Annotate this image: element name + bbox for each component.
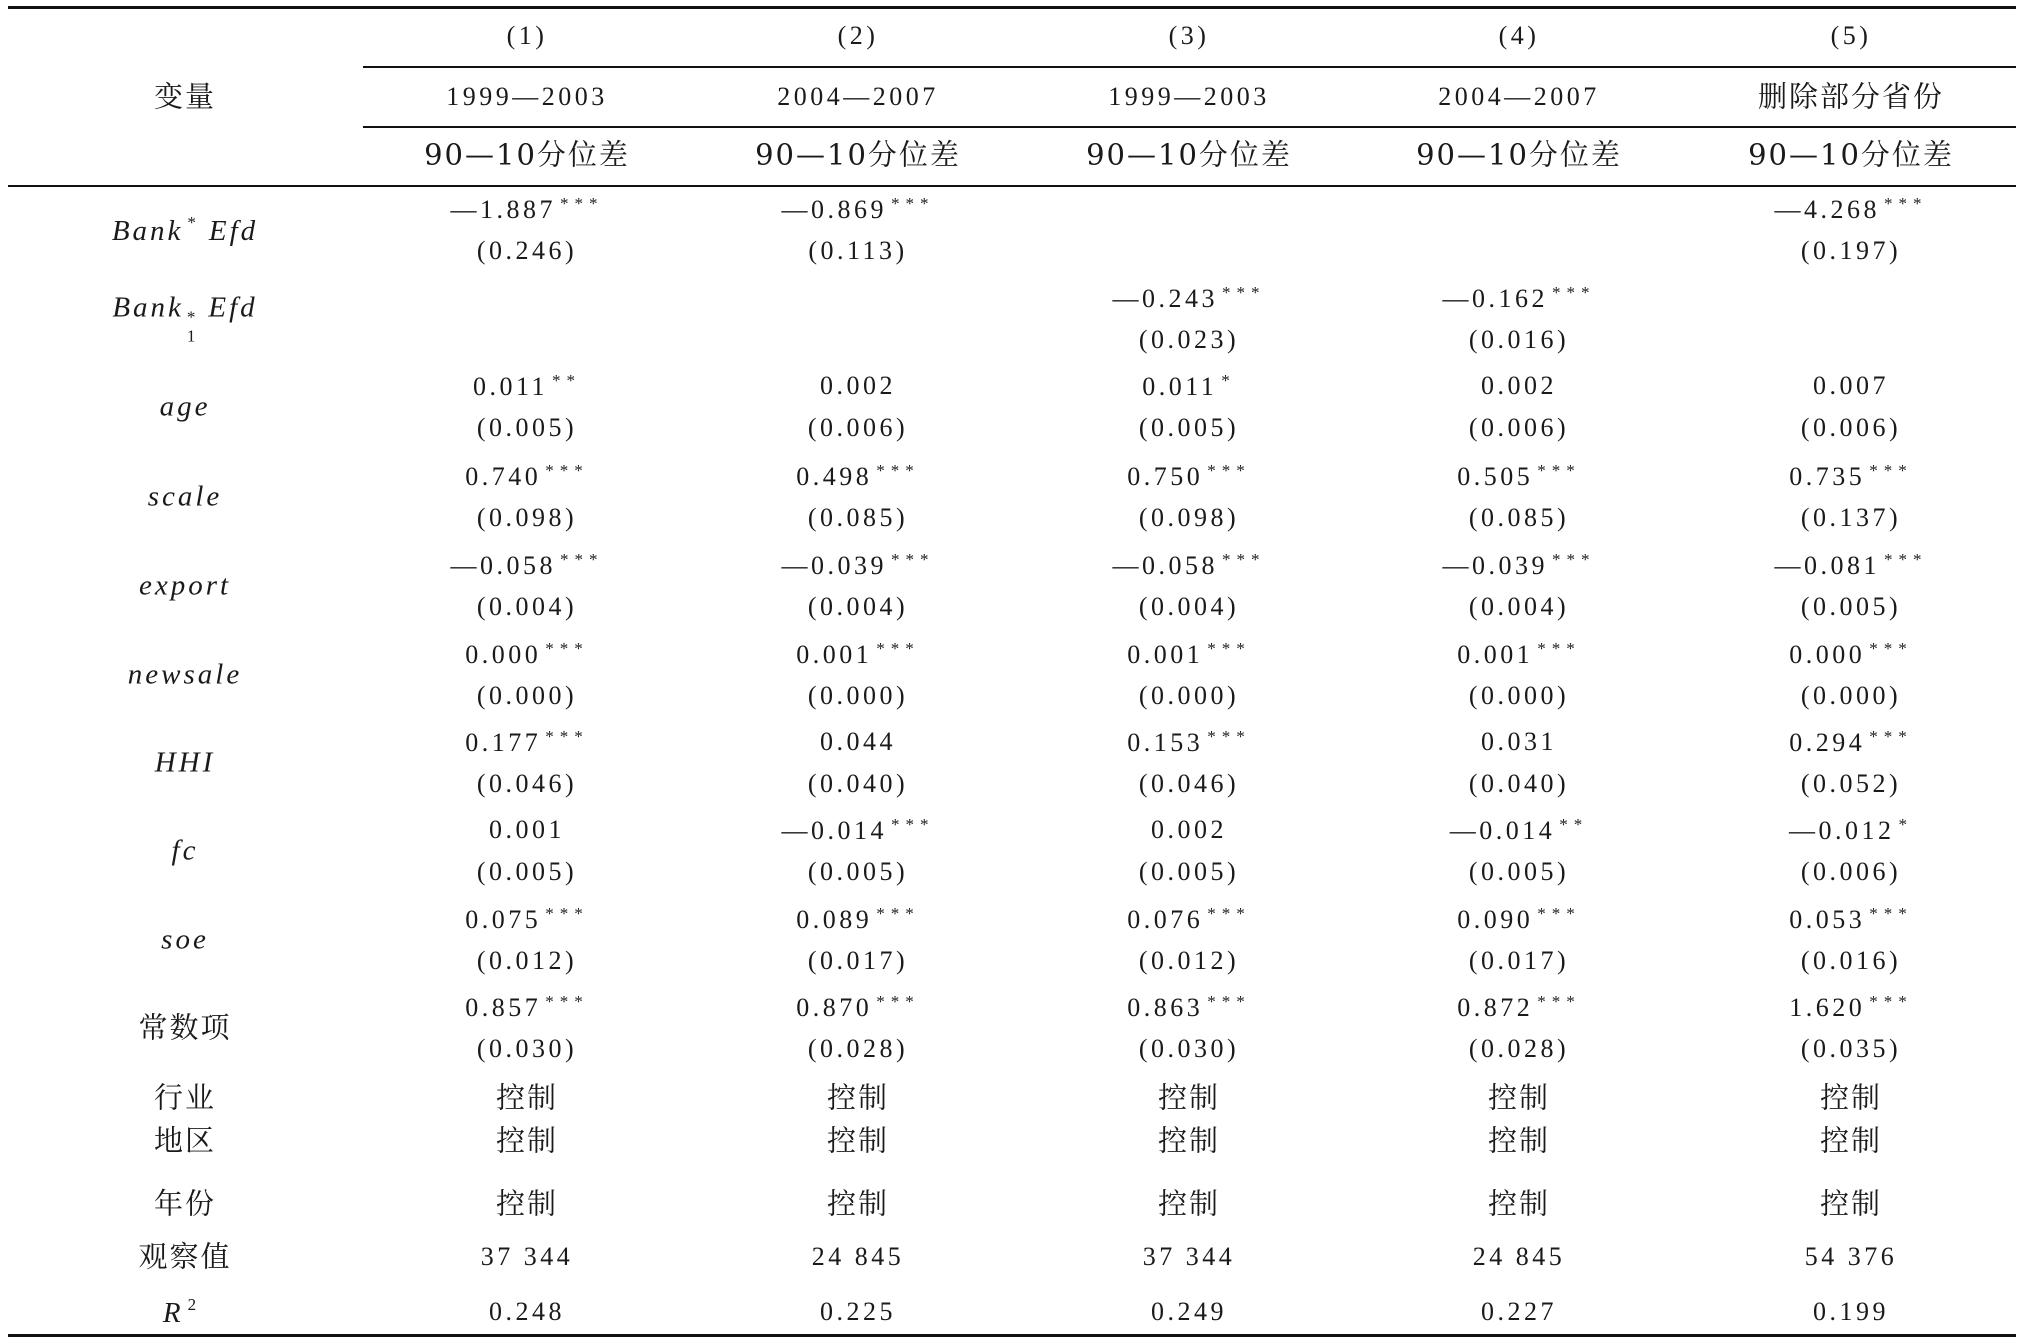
coefficient-value: 0.076 bbox=[1127, 905, 1204, 934]
control-cell: 控制 bbox=[1819, 1186, 1883, 1221]
coefficient-cell bbox=[1789, 728, 1913, 756]
significance-stars: *** bbox=[1537, 992, 1581, 1011]
coefficient-value: 0.090 bbox=[1457, 905, 1534, 934]
coefficient-cell bbox=[1789, 462, 1913, 490]
significance-stars: *** bbox=[1222, 550, 1266, 569]
coefficient-cell bbox=[465, 728, 589, 756]
coefficient-value: 0.011 bbox=[1142, 372, 1218, 401]
coefficient-value: 0.870 bbox=[796, 993, 873, 1022]
coefficient-cell bbox=[465, 462, 589, 490]
variable-name bbox=[127, 658, 243, 691]
control-cell: 控制 bbox=[826, 1123, 890, 1158]
control-cell: 控制 bbox=[826, 1080, 890, 1115]
coefficient-value: 1.620 bbox=[1789, 993, 1866, 1022]
std-error-cell: (0.000) bbox=[476, 681, 578, 710]
variable-name bbox=[161, 923, 209, 956]
coefficient-value: —4.268 bbox=[1774, 195, 1880, 224]
variable-indices bbox=[187, 309, 199, 345]
coefficient-value: —0.058 bbox=[1112, 551, 1218, 580]
column-header-num: (5) bbox=[1830, 21, 1872, 50]
coefficient-cell bbox=[489, 817, 565, 843]
header-rule-2 bbox=[363, 126, 2016, 128]
control-cell: 控制 bbox=[1819, 1123, 1883, 1158]
coefficient-cell bbox=[820, 729, 896, 755]
coefficient-cell bbox=[1151, 817, 1227, 843]
significance-stars: *** bbox=[891, 194, 935, 213]
stat-cell: 24 845 bbox=[811, 1242, 905, 1271]
coefficient-cell bbox=[451, 195, 604, 223]
significance-stars: *** bbox=[1222, 283, 1266, 302]
significance-stars: *** bbox=[1869, 461, 1913, 480]
coefficient-cell bbox=[473, 372, 581, 400]
significance-stars: *** bbox=[891, 815, 935, 834]
significance-stars: *** bbox=[1207, 639, 1251, 658]
variable-name bbox=[112, 291, 258, 346]
column-header-num: (2) bbox=[837, 21, 879, 50]
coefficient-value: 0.294 bbox=[1789, 728, 1866, 757]
std-error-cell: (0.005) bbox=[807, 857, 909, 886]
std-error-cell: (0.040) bbox=[1468, 769, 1570, 798]
coefficient-value: 0.177 bbox=[465, 728, 542, 757]
significance-stars: *** bbox=[1552, 283, 1596, 302]
variable-name bbox=[159, 390, 211, 423]
variable-base: HHI bbox=[154, 746, 216, 779]
std-error-cell: (0.035) bbox=[1800, 1034, 1902, 1063]
variable-base: Bank bbox=[112, 291, 184, 324]
coefficient-value: —0.869 bbox=[781, 195, 887, 224]
std-error-cell: (0.006) bbox=[1800, 413, 1902, 442]
control-cell: 控制 bbox=[495, 1186, 559, 1221]
significance-stars: ** bbox=[552, 371, 582, 390]
coefficient-cell bbox=[451, 551, 604, 579]
coefficient-value: —0.162 bbox=[1442, 284, 1548, 313]
std-error-cell: (0.017) bbox=[1468, 946, 1570, 975]
significance-stars: *** bbox=[1884, 194, 1928, 213]
coefficient-value: 0.002 bbox=[1151, 815, 1227, 844]
std-error-cell: (0.098) bbox=[1138, 503, 1240, 532]
control-label: 年份 bbox=[153, 1186, 217, 1221]
significance-stars: *** bbox=[1869, 639, 1913, 658]
coefficient-cell bbox=[1113, 551, 1266, 579]
significance-stars: *** bbox=[545, 727, 589, 746]
column-header-period: 1999—2003 bbox=[1108, 82, 1270, 111]
variable-suffix: Efd bbox=[208, 215, 259, 247]
stat-cell: 24 845 bbox=[1472, 1242, 1566, 1271]
std-error-cell: (0.028) bbox=[1468, 1034, 1570, 1063]
coefficient-value: 0.002 bbox=[820, 371, 896, 400]
significance-stars: *** bbox=[545, 904, 589, 923]
significance-stars: ** bbox=[1559, 815, 1589, 834]
stat-cell: 0.199 bbox=[1813, 1297, 1889, 1326]
control-cell: 控制 bbox=[1487, 1186, 1551, 1221]
stat-cell: 37 344 bbox=[1142, 1242, 1236, 1271]
coefficient-value: 0.750 bbox=[1127, 462, 1204, 491]
std-error-cell: (0.085) bbox=[1468, 503, 1570, 532]
variable-subscript: 1 bbox=[186, 326, 199, 346]
coefficient-cell bbox=[796, 905, 920, 933]
coefficient-cell bbox=[1142, 372, 1236, 400]
coefficient-value: 0.000 bbox=[1789, 640, 1866, 669]
control-cell: 控制 bbox=[1157, 1186, 1221, 1221]
std-error-cell: (0.040) bbox=[807, 769, 909, 798]
std-error-cell: (0.006) bbox=[807, 413, 909, 442]
std-error-cell: (0.006) bbox=[1468, 413, 1570, 442]
stat-cell: 0.249 bbox=[1151, 1297, 1227, 1326]
coefficient-cell bbox=[1775, 551, 1928, 579]
variable-superscript: * bbox=[187, 213, 199, 232]
variable-base: export bbox=[138, 569, 232, 602]
coefficient-cell bbox=[796, 993, 920, 1021]
significance-stars: *** bbox=[1207, 727, 1251, 746]
coefficient-value: 0.075 bbox=[465, 905, 542, 934]
variable-base: 常数项 bbox=[138, 1010, 232, 1045]
std-error-cell: (0.000) bbox=[1468, 681, 1570, 710]
coefficient-cell bbox=[1789, 905, 1913, 933]
column-header-period: 删除部分省份 bbox=[1757, 79, 1945, 114]
std-error-cell: (0.004) bbox=[1468, 592, 1570, 621]
coefficient-cell bbox=[1775, 195, 1928, 223]
column-header-measure: 90—10分位差 bbox=[1086, 137, 1292, 172]
coefficient-cell bbox=[1481, 729, 1557, 755]
stat-cell: 0.225 bbox=[820, 1297, 896, 1326]
significance-stars: *** bbox=[1207, 461, 1251, 480]
coefficient-cell bbox=[820, 373, 896, 399]
coefficient-value: —0.243 bbox=[1112, 284, 1218, 313]
variable-name bbox=[112, 214, 258, 246]
stat-cell: 37 344 bbox=[480, 1242, 574, 1271]
std-error-cell: (0.023) bbox=[1138, 325, 1240, 354]
variable-base: newsale bbox=[127, 658, 243, 691]
std-error-cell: (0.005) bbox=[1138, 413, 1240, 442]
column-header-measure: 90—10分位差 bbox=[755, 137, 961, 172]
coefficient-value: 0.505 bbox=[1457, 462, 1534, 491]
variable-superscript: * bbox=[186, 307, 199, 327]
significance-stars: *** bbox=[1537, 639, 1581, 658]
significance-stars: *** bbox=[1207, 992, 1251, 1011]
significance-stars: *** bbox=[891, 550, 935, 569]
significance-stars: * bbox=[1898, 815, 1913, 834]
variable-base: age bbox=[159, 390, 211, 423]
significance-stars: *** bbox=[1869, 904, 1913, 923]
std-error-cell: (0.000) bbox=[1138, 681, 1240, 710]
std-error-cell: (0.005) bbox=[476, 413, 578, 442]
stat-cell: 0.227 bbox=[1481, 1297, 1557, 1326]
control-label: 地区 bbox=[153, 1123, 217, 1158]
std-error-cell: (0.246) bbox=[476, 236, 578, 265]
std-error-cell: (0.098) bbox=[476, 503, 578, 532]
variable-name bbox=[171, 834, 199, 867]
coefficient-cell bbox=[1127, 640, 1251, 668]
std-error-cell: (0.004) bbox=[476, 592, 578, 621]
coefficient-value: 0.001 bbox=[1457, 640, 1534, 669]
significance-stars: *** bbox=[1869, 727, 1913, 746]
significance-stars: *** bbox=[1537, 904, 1581, 923]
coefficient-value: —0.039 bbox=[1442, 551, 1548, 580]
significance-stars: *** bbox=[876, 992, 920, 1011]
coefficient-value: —0.058 bbox=[450, 551, 556, 580]
significance-stars: *** bbox=[545, 992, 589, 1011]
coefficient-cell bbox=[1789, 993, 1913, 1021]
coefficient-value: 0.089 bbox=[796, 905, 873, 934]
coefficient-value: 0.001 bbox=[489, 815, 565, 844]
coefficient-cell bbox=[782, 551, 935, 579]
column-header-num: (3) bbox=[1168, 21, 1210, 50]
significance-stars: *** bbox=[545, 639, 589, 658]
stat-label-text: 观察值 bbox=[138, 1239, 232, 1274]
std-error-cell: (0.137) bbox=[1800, 503, 1902, 532]
significance-stars: *** bbox=[876, 461, 920, 480]
significance-stars: *** bbox=[1552, 550, 1596, 569]
coefficient-value: —1.887 bbox=[450, 195, 556, 224]
std-error-cell: (0.197) bbox=[1800, 236, 1902, 265]
stat-label-text: R bbox=[162, 1297, 184, 1329]
significance-stars: *** bbox=[876, 904, 920, 923]
coefficient-value: 0.857 bbox=[465, 993, 542, 1022]
std-error-cell: (0.016) bbox=[1800, 946, 1902, 975]
significance-stars: * bbox=[1221, 371, 1236, 390]
significance-stars: *** bbox=[1207, 904, 1251, 923]
control-cell: 控制 bbox=[826, 1186, 890, 1221]
coefficient-cell bbox=[1813, 373, 1889, 399]
column-header-num: (1) bbox=[506, 21, 548, 50]
std-error-cell: (0.000) bbox=[807, 681, 909, 710]
coefficient-cell bbox=[465, 905, 589, 933]
coefficient-cell bbox=[1443, 551, 1596, 579]
coefficient-value: 0.498 bbox=[796, 462, 873, 491]
std-error-cell: (0.005) bbox=[1138, 857, 1240, 886]
column-header-period: 2004—2007 bbox=[777, 82, 939, 111]
variable-name bbox=[138, 1010, 232, 1045]
std-error-cell: (0.004) bbox=[807, 592, 909, 621]
control-cell: 控制 bbox=[1819, 1080, 1883, 1115]
coefficient-cell bbox=[1457, 905, 1581, 933]
std-error-cell: (0.046) bbox=[1138, 769, 1240, 798]
significance-stars: *** bbox=[545, 461, 589, 480]
coefficient-value: 0.872 bbox=[1457, 993, 1534, 1022]
coefficient-cell bbox=[1481, 373, 1557, 399]
control-cell: 控制 bbox=[1487, 1123, 1551, 1158]
control-cell: 控制 bbox=[1157, 1123, 1221, 1158]
variable-suffix: Efd bbox=[208, 291, 258, 324]
column-header-measure: 90—10分位差 bbox=[424, 137, 630, 172]
significance-stars: *** bbox=[1884, 550, 1928, 569]
std-error-cell: (0.028) bbox=[807, 1034, 909, 1063]
coefficient-cell bbox=[1457, 640, 1581, 668]
coefficient-value: 0.002 bbox=[1481, 371, 1557, 400]
stat-label bbox=[163, 1296, 207, 1328]
std-error-cell: (0.006) bbox=[1800, 857, 1902, 886]
coefficient-value: 0.007 bbox=[1813, 371, 1889, 400]
coefficient-cell bbox=[796, 462, 920, 490]
significance-stars: *** bbox=[560, 550, 604, 569]
column-header-num: (4) bbox=[1498, 21, 1540, 50]
control-cell: 控制 bbox=[495, 1080, 559, 1115]
coefficient-cell bbox=[796, 640, 920, 668]
coefficient-cell bbox=[782, 816, 935, 844]
control-cell: 控制 bbox=[1487, 1080, 1551, 1115]
coefficient-cell bbox=[1457, 993, 1581, 1021]
stat-cell: 0.248 bbox=[489, 1297, 565, 1326]
column-header-period: 1999—2003 bbox=[446, 82, 608, 111]
coefficient-value: 0.740 bbox=[465, 462, 542, 491]
variable-base: soe bbox=[161, 923, 209, 956]
column-header-measure: 90—10分位差 bbox=[1416, 137, 1622, 172]
control-cell: 控制 bbox=[1157, 1080, 1221, 1115]
coefficient-cell bbox=[1457, 462, 1581, 490]
coefficient-value: —0.014 bbox=[781, 816, 887, 845]
std-error-cell: (0.012) bbox=[1138, 946, 1240, 975]
coefficient-cell bbox=[1127, 462, 1251, 490]
std-error-cell: (0.012) bbox=[476, 946, 578, 975]
std-error-cell: (0.005) bbox=[1468, 857, 1570, 886]
control-label: 行业 bbox=[153, 1080, 217, 1115]
std-error-cell: (0.030) bbox=[1138, 1034, 1240, 1063]
std-error-cell: (0.030) bbox=[476, 1034, 578, 1063]
variable-base: fc bbox=[171, 834, 199, 867]
std-error-cell: (0.016) bbox=[1468, 325, 1570, 354]
variable-column-header: 变量 bbox=[153, 79, 217, 114]
coefficient-value: 0.044 bbox=[820, 727, 896, 756]
coefficient-cell bbox=[1789, 640, 1913, 668]
header-bottom-rule bbox=[8, 185, 2016, 187]
coefficient-cell bbox=[1113, 284, 1266, 312]
coefficient-value: 0.001 bbox=[796, 640, 873, 669]
coefficient-cell bbox=[1443, 284, 1596, 312]
coefficient-cell bbox=[465, 993, 589, 1021]
variable-name bbox=[147, 480, 223, 513]
column-header-measure: 90—10分位差 bbox=[1748, 137, 1954, 172]
stat-cell: 54 376 bbox=[1804, 1242, 1898, 1271]
stat-label-superscript: 2 bbox=[187, 1295, 200, 1314]
coefficient-value: —0.014 bbox=[1449, 816, 1556, 845]
significance-stars: *** bbox=[1537, 461, 1581, 480]
coefficient-value: 0.153 bbox=[1127, 728, 1204, 757]
top-rule bbox=[8, 6, 2016, 9]
variable-base: Bank bbox=[111, 215, 184, 247]
variable-name bbox=[154, 746, 216, 779]
stat-label bbox=[138, 1239, 232, 1274]
coefficient-value: 0.011 bbox=[472, 372, 549, 401]
std-error-cell: (0.004) bbox=[1138, 592, 1240, 621]
significance-stars: *** bbox=[876, 639, 920, 658]
coefficient-value: 0.000 bbox=[465, 640, 542, 669]
variable-name bbox=[138, 569, 232, 602]
coefficient-value: —0.012 bbox=[1789, 816, 1895, 845]
significance-stars: *** bbox=[560, 194, 604, 213]
coefficient-cell bbox=[1127, 993, 1251, 1021]
coefficient-value: —0.039 bbox=[781, 551, 887, 580]
std-error-cell: (0.005) bbox=[476, 857, 578, 886]
coefficient-value: 0.031 bbox=[1481, 727, 1557, 756]
column-header-period: 2004—2007 bbox=[1438, 82, 1600, 111]
coefficient-cell bbox=[465, 640, 589, 668]
coefficient-cell bbox=[1789, 816, 1913, 844]
coefficient-cell bbox=[1127, 728, 1251, 756]
std-error-cell: (0.005) bbox=[1800, 592, 1902, 621]
coefficient-value: 0.735 bbox=[1789, 462, 1866, 491]
bottom-rule bbox=[8, 1334, 2016, 1337]
std-error-cell: (0.052) bbox=[1800, 769, 1902, 798]
coefficient-value: 0.863 bbox=[1127, 993, 1204, 1022]
std-error-cell: (0.113) bbox=[808, 236, 908, 265]
control-cell: 控制 bbox=[495, 1123, 559, 1158]
std-error-cell: (0.085) bbox=[807, 503, 909, 532]
variable-base: scale bbox=[147, 480, 223, 513]
coefficient-value: 0.053 bbox=[1789, 905, 1866, 934]
coefficient-cell bbox=[782, 195, 935, 223]
std-error-cell: (0.046) bbox=[476, 769, 578, 798]
coefficient-value: 0.001 bbox=[1127, 640, 1204, 669]
coefficient-value: —0.081 bbox=[1774, 551, 1880, 580]
coefficient-cell bbox=[1127, 905, 1251, 933]
significance-stars: *** bbox=[1869, 992, 1913, 1011]
header-rule-1 bbox=[363, 66, 2016, 68]
coefficient-cell bbox=[1450, 816, 1589, 844]
std-error-cell: (0.000) bbox=[1800, 681, 1902, 710]
std-error-cell: (0.017) bbox=[807, 946, 909, 975]
